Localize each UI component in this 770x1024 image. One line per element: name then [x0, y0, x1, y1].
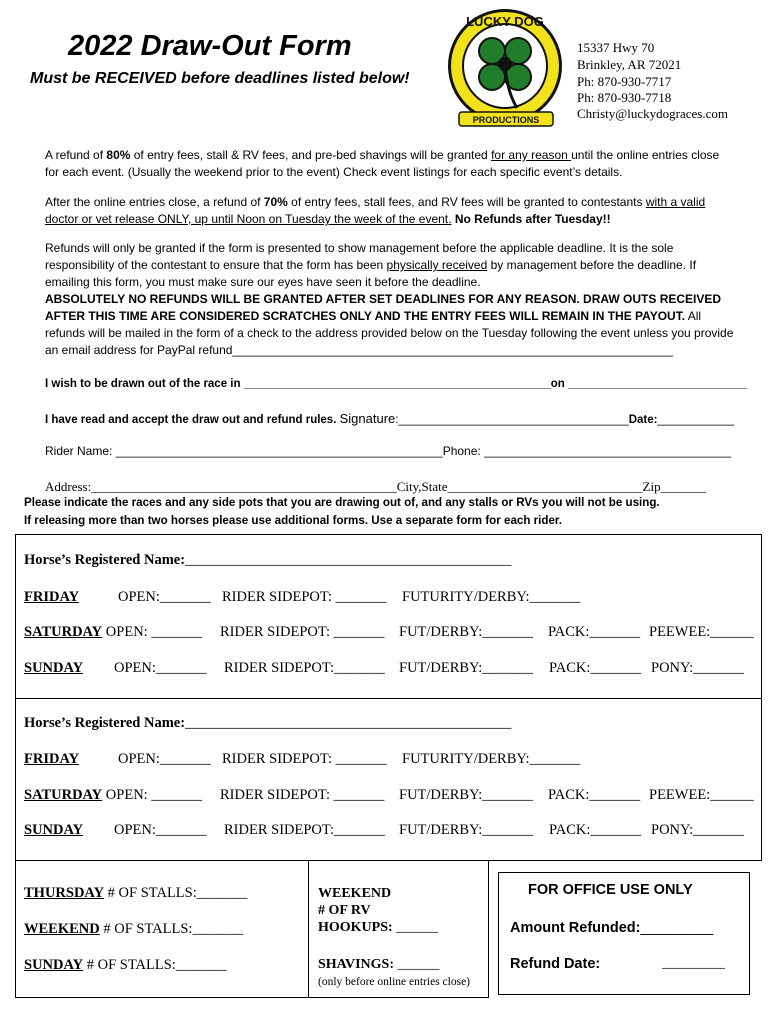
refund-date-label: Refund Date:	[510, 956, 601, 972]
logo-text-top: LUCKY DOG	[466, 14, 544, 29]
sunday-pony-field[interactable]: PONY:_______	[651, 822, 744, 838]
saturday-row[interactable]: SATURDAY OPEN: _______	[24, 787, 203, 803]
rv-hookups-label: WEEKEND # OF RV	[318, 886, 392, 918]
horse-name-field[interactable]: Horse’s Registered Name:_____________________________________________	[24, 715, 512, 731]
weekend-stalls-field[interactable]: WEEKEND # OF STALLS:_______	[24, 921, 244, 937]
policy-paragraph-2: After the online entries close, a refund of 70% of entry fees, stall fees, and RV fees will be granted to contestants with a valid doctor or vet release ONLY, up until Noon on Tuesday the week of the event. No Refunds after Tuesday!!	[45, 195, 706, 226]
shavings-note: (only before online entries close)	[318, 976, 470, 988]
horse-name-field[interactable]: Horse’s Registered Name:_____________________________________________	[24, 552, 512, 568]
form-subtitle: Must be RECEIVED before deadlines listed below!	[30, 70, 410, 87]
friday-open-field[interactable]: OPEN:_______	[118, 751, 211, 767]
sunday-sidepot-field[interactable]: RIDER SIDEPOT:_______	[224, 822, 385, 838]
saturday-peewee-field[interactable]: PEEWEE:______	[649, 787, 754, 803]
saturday-row[interactable]: SATURDAY OPEN: _______	[24, 624, 203, 640]
refund-date-field[interactable]: _________	[662, 956, 725, 971]
address-line: 15337 Hwy 70	[577, 40, 655, 55]
sunday-open-field[interactable]: OPEN:_______	[114, 660, 207, 676]
saturday-fut-field[interactable]: FUT/DERBY:_______	[399, 624, 534, 640]
sunday-row[interactable]: SUNDAY	[24, 822, 84, 838]
saturday-sidepot-field[interactable]: RIDER SIDEPOT: _______	[220, 624, 385, 640]
email-line: Christy@luckydograces.com	[577, 106, 728, 121]
rider-name-phone-field[interactable]: Rider Name: _________________________________________________Phone: _____________________________________	[45, 444, 732, 458]
sunday-sidepot-field[interactable]: RIDER SIDEPOT:_______	[224, 660, 385, 676]
sunday-pony-field[interactable]: PONY:_______	[651, 660, 744, 676]
saturday-fut-field[interactable]: FUT/DERBY:_______	[399, 787, 534, 803]
friday-futurity-field[interactable]: FUTURITY/DERBY:_______	[402, 589, 581, 605]
sunday-fut-field[interactable]: FUT/DERBY:_______	[399, 660, 534, 676]
saturday-sidepot-field[interactable]: RIDER SIDEPOT: _______	[220, 787, 385, 803]
friday-row[interactable]: FRIDAY	[24, 751, 80, 767]
friday-open-field[interactable]: OPEN:_______	[118, 589, 211, 605]
saturday-pack-field[interactable]: PACK:_______	[548, 787, 641, 803]
friday-row[interactable]: FRIDAY	[24, 589, 80, 605]
phone-line: Ph: 870-930-7717	[577, 74, 672, 89]
friday-sidepot-field[interactable]: RIDER SIDEPOT: _______	[222, 589, 387, 605]
saturday-peewee-field[interactable]: PEEWEE:______	[649, 624, 754, 640]
lucky-dog-logo	[445, 6, 567, 130]
drawn-out-field[interactable]: I wish to be drawn out of the race in ________________________________________________on ____________________________	[45, 378, 748, 390]
shavings-field[interactable]: SHAVINGS: ______	[318, 957, 440, 972]
rv-hookups-field[interactable]: HOOKUPS: ______	[318, 920, 439, 935]
signature-field[interactable]: I have read and accept the draw out and refund rules. Signature:____________________________________Date:____________	[45, 411, 735, 426]
logo-text-bottom: PRODUCTIONS	[472, 115, 540, 125]
form-title: 2022 Draw-Out Form	[68, 30, 352, 62]
friday-futurity-field[interactable]: FUTURITY/DERBY:_______	[402, 751, 581, 767]
sunday-row[interactable]: SUNDAY	[24, 660, 84, 676]
sunday-pack-field[interactable]: PACK:_______	[549, 660, 642, 676]
saturday-pack-field[interactable]: PACK:_______	[548, 624, 641, 640]
address-field[interactable]: Address:_______________________________________________City,State______________________________Zip_______	[45, 479, 707, 494]
address-line: Brinkley, AR 72021	[577, 57, 682, 72]
sunday-open-field[interactable]: OPEN:_______	[114, 822, 207, 838]
sunday-pack-field[interactable]: PACK:_______	[549, 822, 642, 838]
thursday-stalls-field[interactable]: THURSDAY # OF STALLS:_______	[24, 885, 248, 901]
office-use-title: FOR OFFICE USE ONLY	[528, 882, 693, 898]
instruction-line: If releasing more than two horses please use additional forms. Use a separate form for each rider.	[24, 514, 562, 527]
sunday-fut-field[interactable]: FUT/DERBY:_______	[399, 822, 534, 838]
amount-refunded-field[interactable]: Amount Refunded:_________	[510, 920, 714, 936]
policy-paragraph-3: Refunds will only be granted if the form is presented to show management before the applicable deadline. It is the sole responsibility of the contestant to ensure that the form has been physically received by management before the deadline. If emailing this form, you must make sure our eyes have seen it before the deadline. ABSOLUTELY NO REFUNDS WILL BE GRANTED AFTER SET DEADLINES FOR ANY REASON. DRAW OUTS RECEIVED AFTER THIS TIME ARE CONSIDERED SCRATCHES ONLY AND THE ENTRY FEES WILL REMAIN IN THE PAYOUT. All refunds will be mailed in the form of a check to the address provided below on the Tuesday following the event unless you provide an email address for PayPal refund__________________________________________________________________	[45, 241, 734, 357]
phone-line: Ph: 870-930-7718	[577, 90, 672, 105]
sunday-stalls-field[interactable]: SUNDAY # OF STALLS:_______	[24, 957, 227, 973]
policy-paragraph-1: A refund of 80% of entry fees, stall & RV fees, and pre-bed shavings will be granted for any reason until the online entries close for each event. (Usually the weekend prior to the event) Check event listings for each specific event’s details.	[45, 148, 720, 179]
instruction-line: Please indicate the races and any side pots that you are drawing out of, and any stalls or RVs you will not be using.	[24, 496, 660, 509]
friday-sidepot-field[interactable]: RIDER SIDEPOT: _______	[222, 751, 387, 767]
